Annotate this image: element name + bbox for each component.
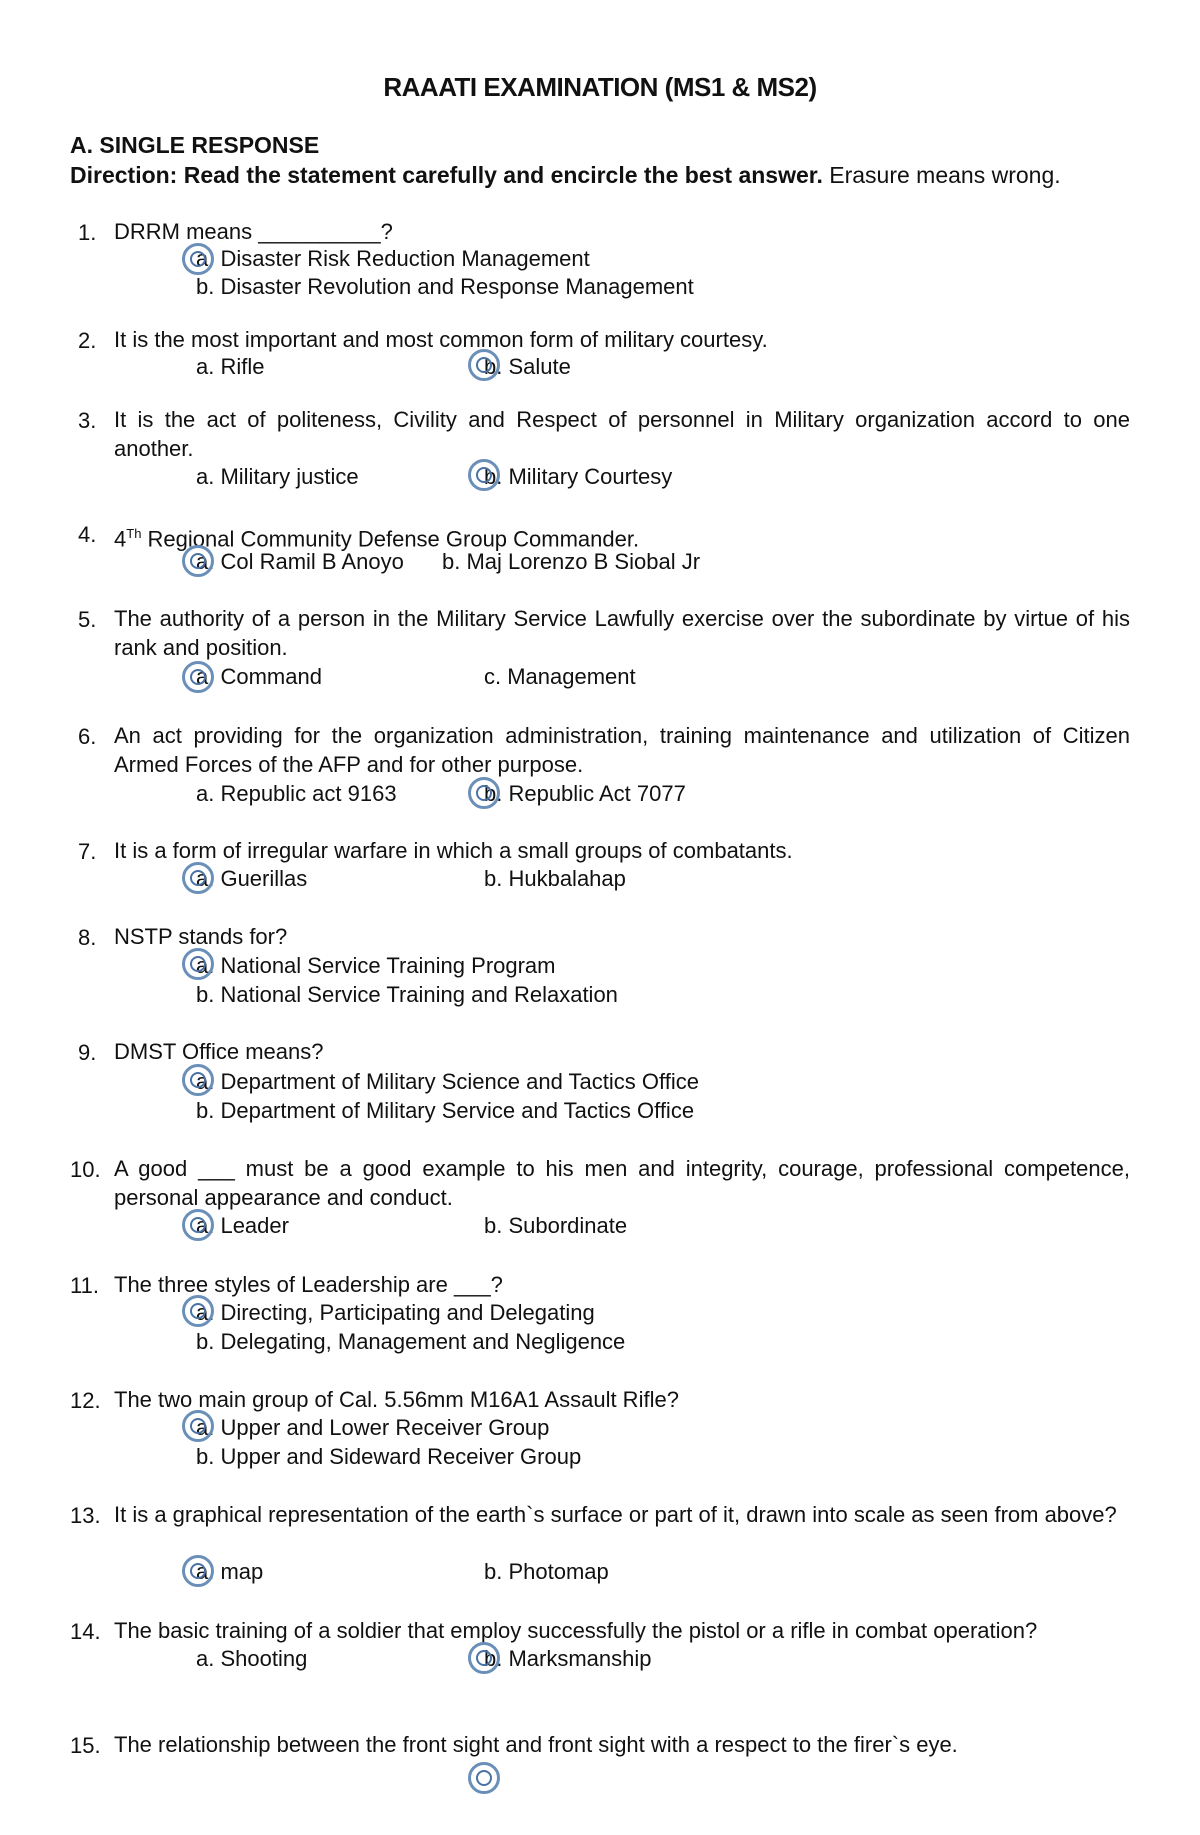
q6-option-b: b. Republic Act 7077 bbox=[484, 781, 686, 806]
q14-option-a: a. Shooting bbox=[196, 1646, 308, 1671]
answer-circle-mark bbox=[468, 349, 500, 381]
q11-stem: The three styles of Leadership are ___? bbox=[114, 1272, 503, 1297]
answer-circle-mark bbox=[182, 243, 214, 275]
q9-stem: DMST Office means? bbox=[114, 1039, 324, 1064]
q12-number: 12. bbox=[70, 1388, 101, 1413]
q13-stem: It is a graphical representation of the earth`s surface or part of it, drawn into scale as seen from above? bbox=[114, 1502, 1117, 1527]
q3-number: 3. bbox=[78, 408, 97, 433]
direction-note: Erasure means wrong. bbox=[822, 162, 1061, 188]
q6-stem: An act providing for the organization administration, training maintenance and utilization of Citizen Armed Forces of the AFP and for other purpose. bbox=[114, 723, 1130, 777]
q4-stem-superscript: Th bbox=[126, 526, 142, 541]
q7-option-a: a. Guerillas bbox=[196, 866, 308, 891]
q1-option-a: a. Disaster Risk Reduction Management bbox=[196, 246, 590, 271]
q9-option-a: a. Department of Military Science and Tactics Office bbox=[196, 1069, 699, 1094]
q12-option-b: b. Upper and Sideward Receiver Group bbox=[196, 1444, 582, 1469]
q4-number: 4. bbox=[78, 522, 97, 547]
answer-circle-mark bbox=[468, 459, 500, 491]
q5-option-a: a. Command bbox=[196, 664, 322, 689]
q14-stem: The basic training of a soldier that employ successfully the pistol or a rifle in combat operation? bbox=[114, 1618, 1038, 1643]
q6-option-a: a. Republic act 9163 bbox=[196, 781, 397, 806]
answer-circle-mark bbox=[182, 545, 214, 577]
q3-stem: It is the act of politeness, Civility and Respect of personnel in Military organization accord to one another. bbox=[114, 407, 1130, 461]
answer-circle-mark bbox=[468, 1762, 500, 1794]
q11-option-a: a. Directing, Participating and Delegating bbox=[196, 1300, 595, 1325]
q11-number: 11. bbox=[70, 1273, 99, 1298]
q8-option-b: b. National Service Training and Relaxation bbox=[196, 982, 618, 1007]
q2-stem: It is the most important and most common form of military courtesy. bbox=[114, 327, 768, 352]
q4-stem-text: Regional Community Defense Group Commander. bbox=[141, 526, 640, 552]
answer-circle-mark bbox=[182, 1555, 214, 1587]
answer-circle-mark bbox=[182, 948, 214, 980]
q14-option-b: b. Marksmanship bbox=[484, 1646, 652, 1671]
q13-option-b: b. Photomap bbox=[484, 1559, 609, 1584]
q3-option-a: a. Military justice bbox=[196, 464, 359, 489]
q13-number: 13. bbox=[70, 1503, 101, 1528]
q1-number: 1. bbox=[78, 220, 97, 245]
q3-option-b: b. Military Courtesy bbox=[484, 464, 673, 489]
q10-option-a: a. Leader bbox=[196, 1213, 289, 1238]
directions bbox=[70, 162, 1061, 189]
q10-option-b: b. Subordinate bbox=[484, 1213, 628, 1238]
answer-circle-mark bbox=[468, 777, 500, 809]
answer-circle-mark bbox=[468, 1642, 500, 1674]
q9-option-b: b. Department of Military Service and Tactics Office bbox=[196, 1098, 695, 1123]
q10-stem: A good ___ must be a good example to his men and integrity, courage, professional competence, personal appearance and conduct. bbox=[114, 1156, 1130, 1210]
q8-option-a: a. National Service Training Program bbox=[196, 953, 556, 978]
q11-option-b: b. Delegating, Management and Negligence bbox=[196, 1329, 626, 1354]
q10-number: 10. bbox=[70, 1157, 101, 1182]
q1-option-b: b. Disaster Revolution and Response Management bbox=[196, 274, 694, 299]
q9-number: 9. bbox=[78, 1040, 97, 1065]
answer-circle-mark bbox=[182, 1064, 214, 1096]
q14-number: 14. bbox=[70, 1619, 101, 1644]
q7-stem: It is a form of irregular warfare in which a small groups of combatants. bbox=[114, 838, 793, 863]
q5-option-c: c. Management bbox=[484, 664, 636, 689]
exam-title: RAAATI EXAMINATION (MS1 & MS2) bbox=[383, 72, 817, 102]
q2-option-a: a. Rifle bbox=[196, 354, 265, 379]
q12-option-a: a. Upper and Lower Receiver Group bbox=[196, 1415, 550, 1440]
q6-number: 6. bbox=[78, 724, 97, 749]
q5-stem: The authority of a person in the Military Service Lawfully exercise over the subordinate by virtue of his rank and position. bbox=[114, 606, 1130, 660]
q2-option-b: b. Salute bbox=[484, 354, 571, 379]
answer-circle-mark bbox=[182, 661, 214, 693]
q7-option-b: b. Hukbalahap bbox=[484, 866, 626, 891]
q13-option-a: a. map bbox=[196, 1559, 264, 1584]
q4-stem-number: 4 bbox=[114, 526, 127, 552]
q15-number: 15. bbox=[70, 1733, 101, 1758]
q7-number: 7. bbox=[78, 839, 97, 864]
answer-circle-mark bbox=[182, 862, 214, 894]
q5-number: 5. bbox=[78, 607, 97, 632]
q2-number: 2. bbox=[78, 328, 97, 353]
answer-circle-mark bbox=[182, 1209, 214, 1241]
direction-bold: Direction: Read the statement carefully and encircle the best answer. bbox=[70, 162, 823, 188]
q1-stem: DRRM means __________? bbox=[114, 219, 393, 244]
section-heading: A. SINGLE RESPONSE bbox=[70, 132, 320, 158]
answer-circle-mark bbox=[182, 1410, 214, 1442]
q15-stem: The relationship between the front sight and front sight with a respect to the firer`s eye. bbox=[114, 1732, 958, 1757]
q8-number: 8. bbox=[78, 925, 97, 950]
q4-option-b: b. Maj Lorenzo B Siobal Jr bbox=[442, 549, 701, 574]
q12-stem: The two main group of Cal. 5.56mm M16A1 Assault Rifle? bbox=[114, 1387, 679, 1412]
q8-stem: NSTP stands for? bbox=[114, 924, 288, 949]
answer-circle-mark bbox=[182, 1295, 214, 1327]
q4-option-a: a. Col Ramil B Anoyo bbox=[196, 549, 404, 574]
